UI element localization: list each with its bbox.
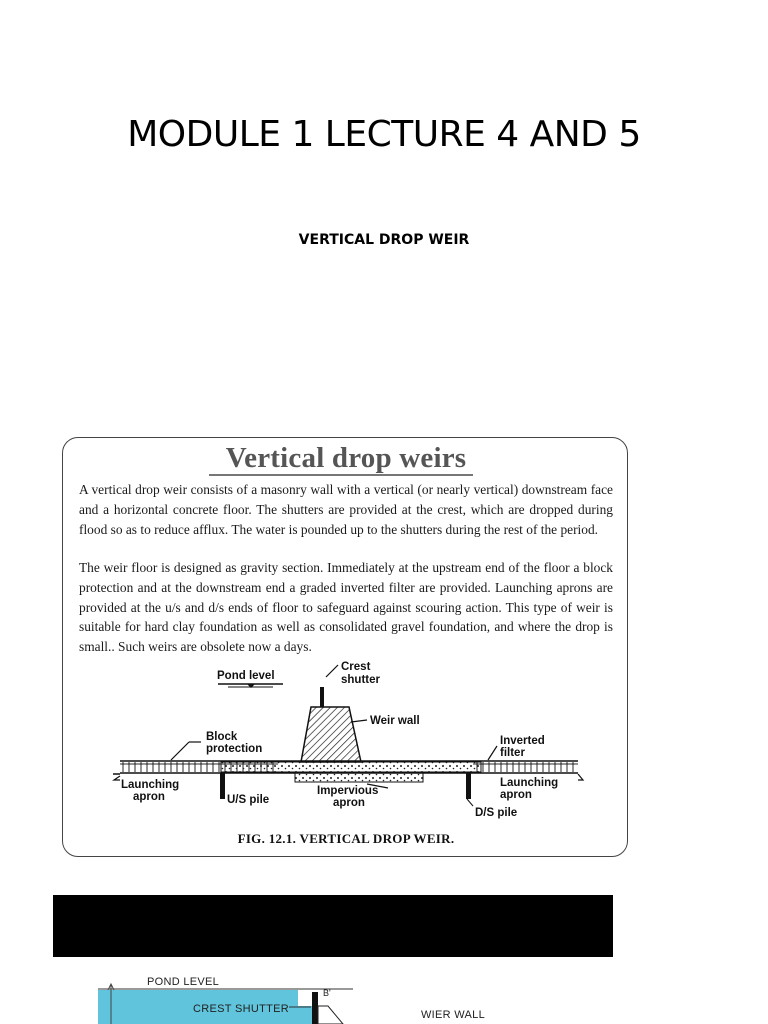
apron-left-label: apron [133, 791, 165, 803]
impervious-floor [221, 762, 481, 772]
ds-pile-label: D/S pile [475, 807, 518, 819]
weir-wall-label: Weir wall [370, 715, 420, 727]
figure-caption: FIG. 12.1. VERTICAL DROP WEIR. [237, 831, 455, 846]
launching-left-label: Launching [121, 779, 180, 791]
pond-level-text: POND LEVEL [147, 976, 220, 988]
us-pile [220, 773, 225, 799]
us-pile-label: U/S pile [227, 794, 270, 806]
ds-pile [466, 773, 471, 799]
impervious-apron-label: apron [333, 797, 365, 809]
svg-text:B': B' [323, 988, 331, 998]
textbook-excerpt-card [62, 437, 628, 857]
bottom-weir-diagram [53, 966, 613, 1024]
heading-underline [209, 474, 473, 476]
paragraph-description: A vertical drop weir consists of a masonry wall with a vertical (or nearly vertical) downstream face and a horizontal concrete floor. The shutters are provided at the crest, which are dropped during flood so as to reduce afflux. The water is pounded up to the shutters during the rest of the period. [79, 482, 613, 537]
page-subtitle: VERTICAL DROP WEIR [298, 232, 470, 248]
card-heading: Vertical drop weirs [225, 442, 467, 474]
black-banner [53, 895, 613, 957]
inverted-label: Inverted [500, 735, 545, 747]
launching-apron-left-arrow-icon [114, 776, 120, 780]
wier-wall-text: WIER WALL [421, 1009, 486, 1021]
shutter-label: shutter [341, 674, 380, 686]
pond-level-label: Pond level [217, 670, 275, 682]
protection-label: protection [206, 743, 263, 755]
vertical-drop-weir-diagram [63, 656, 629, 831]
crest-shutter-text: CREST SHUTTER [193, 1003, 289, 1015]
paragraph-design: The weir floor is designed as gravity section. Immediately at the upstream end of the floor a block protection and at the downstream end a graded inverted filter are provided. Launching aprons are provided at the u/s and d/s ends of floor to safeguard against scouring action. This type of weir is suitable for hard clay foundation as well as consolidated gravel foundation, and where the drop is small.. Such weirs are obsolete now a days. [79, 560, 613, 655]
weir-wall [301, 707, 361, 762]
launching-apron-right-arrow-icon [578, 774, 583, 780]
wier-wall-shape [318, 1006, 343, 1024]
launching-right-label: Launching [500, 777, 559, 789]
apron-right-label: apron [500, 789, 532, 801]
impervious-label: Impervious [317, 785, 379, 797]
inverted-filter [473, 762, 578, 772]
crest-shutter [320, 687, 324, 707]
filter-label: filter [500, 747, 525, 759]
crest-shutter-post [312, 992, 318, 1024]
page-title: MODULE 1 LECTURE 4 AND 5 [127, 114, 641, 155]
block-label: Block [206, 731, 238, 743]
crest-label: Crest [341, 661, 371, 673]
